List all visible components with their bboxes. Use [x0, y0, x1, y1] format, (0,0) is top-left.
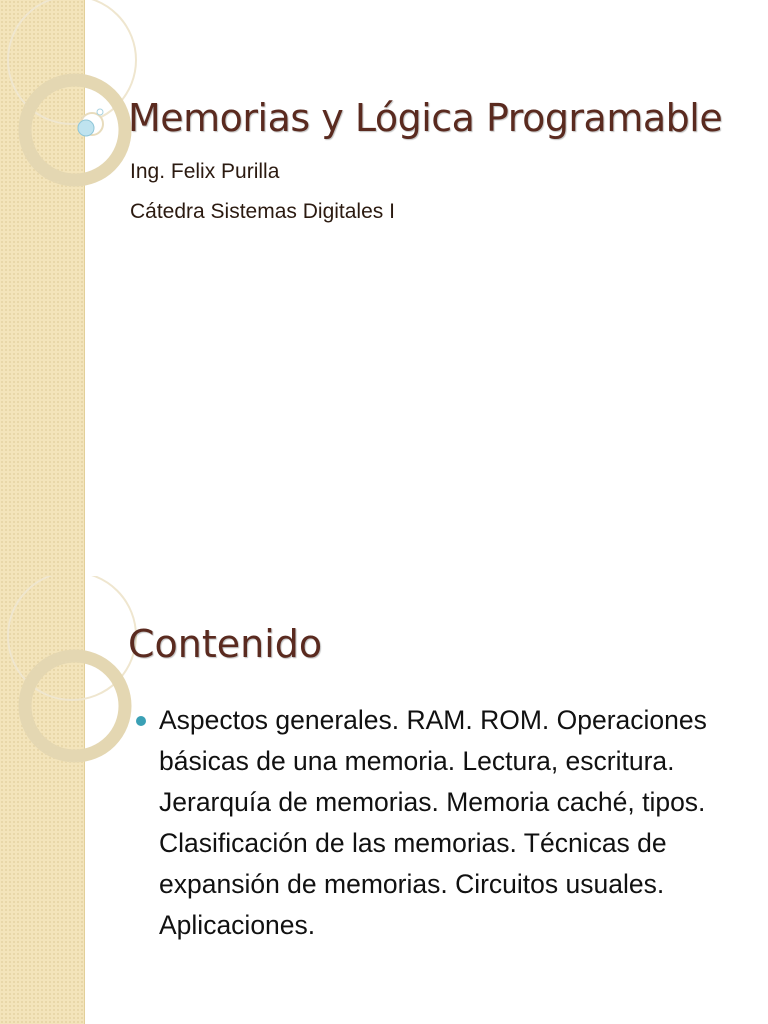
author-name: Ing. Felix Purilla [130, 160, 280, 183]
content-slide [0, 576, 768, 1024]
section-heading: Contenido [128, 622, 323, 666]
concentric-rings-icon [0, 576, 140, 776]
content-list [136, 700, 746, 946]
list-item [136, 700, 746, 946]
bullet-icon [136, 716, 146, 726]
list-item-text: Aspectos generales. RAM. ROM. Operaciones básicas de una memoria. Lectura, escritura. Jerarquía de memorias. Memoria caché, tipos. Clasificación de las memorias. Técnicas de expansión de memorias. Circuitos usuales. Aplicaciones. [159, 705, 707, 940]
concentric-rings-icon [0, 0, 140, 200]
course-name: Cátedra Sistemas Digitales I [130, 200, 395, 223]
slide-title: Memorias y Lógica Programable [128, 96, 723, 140]
